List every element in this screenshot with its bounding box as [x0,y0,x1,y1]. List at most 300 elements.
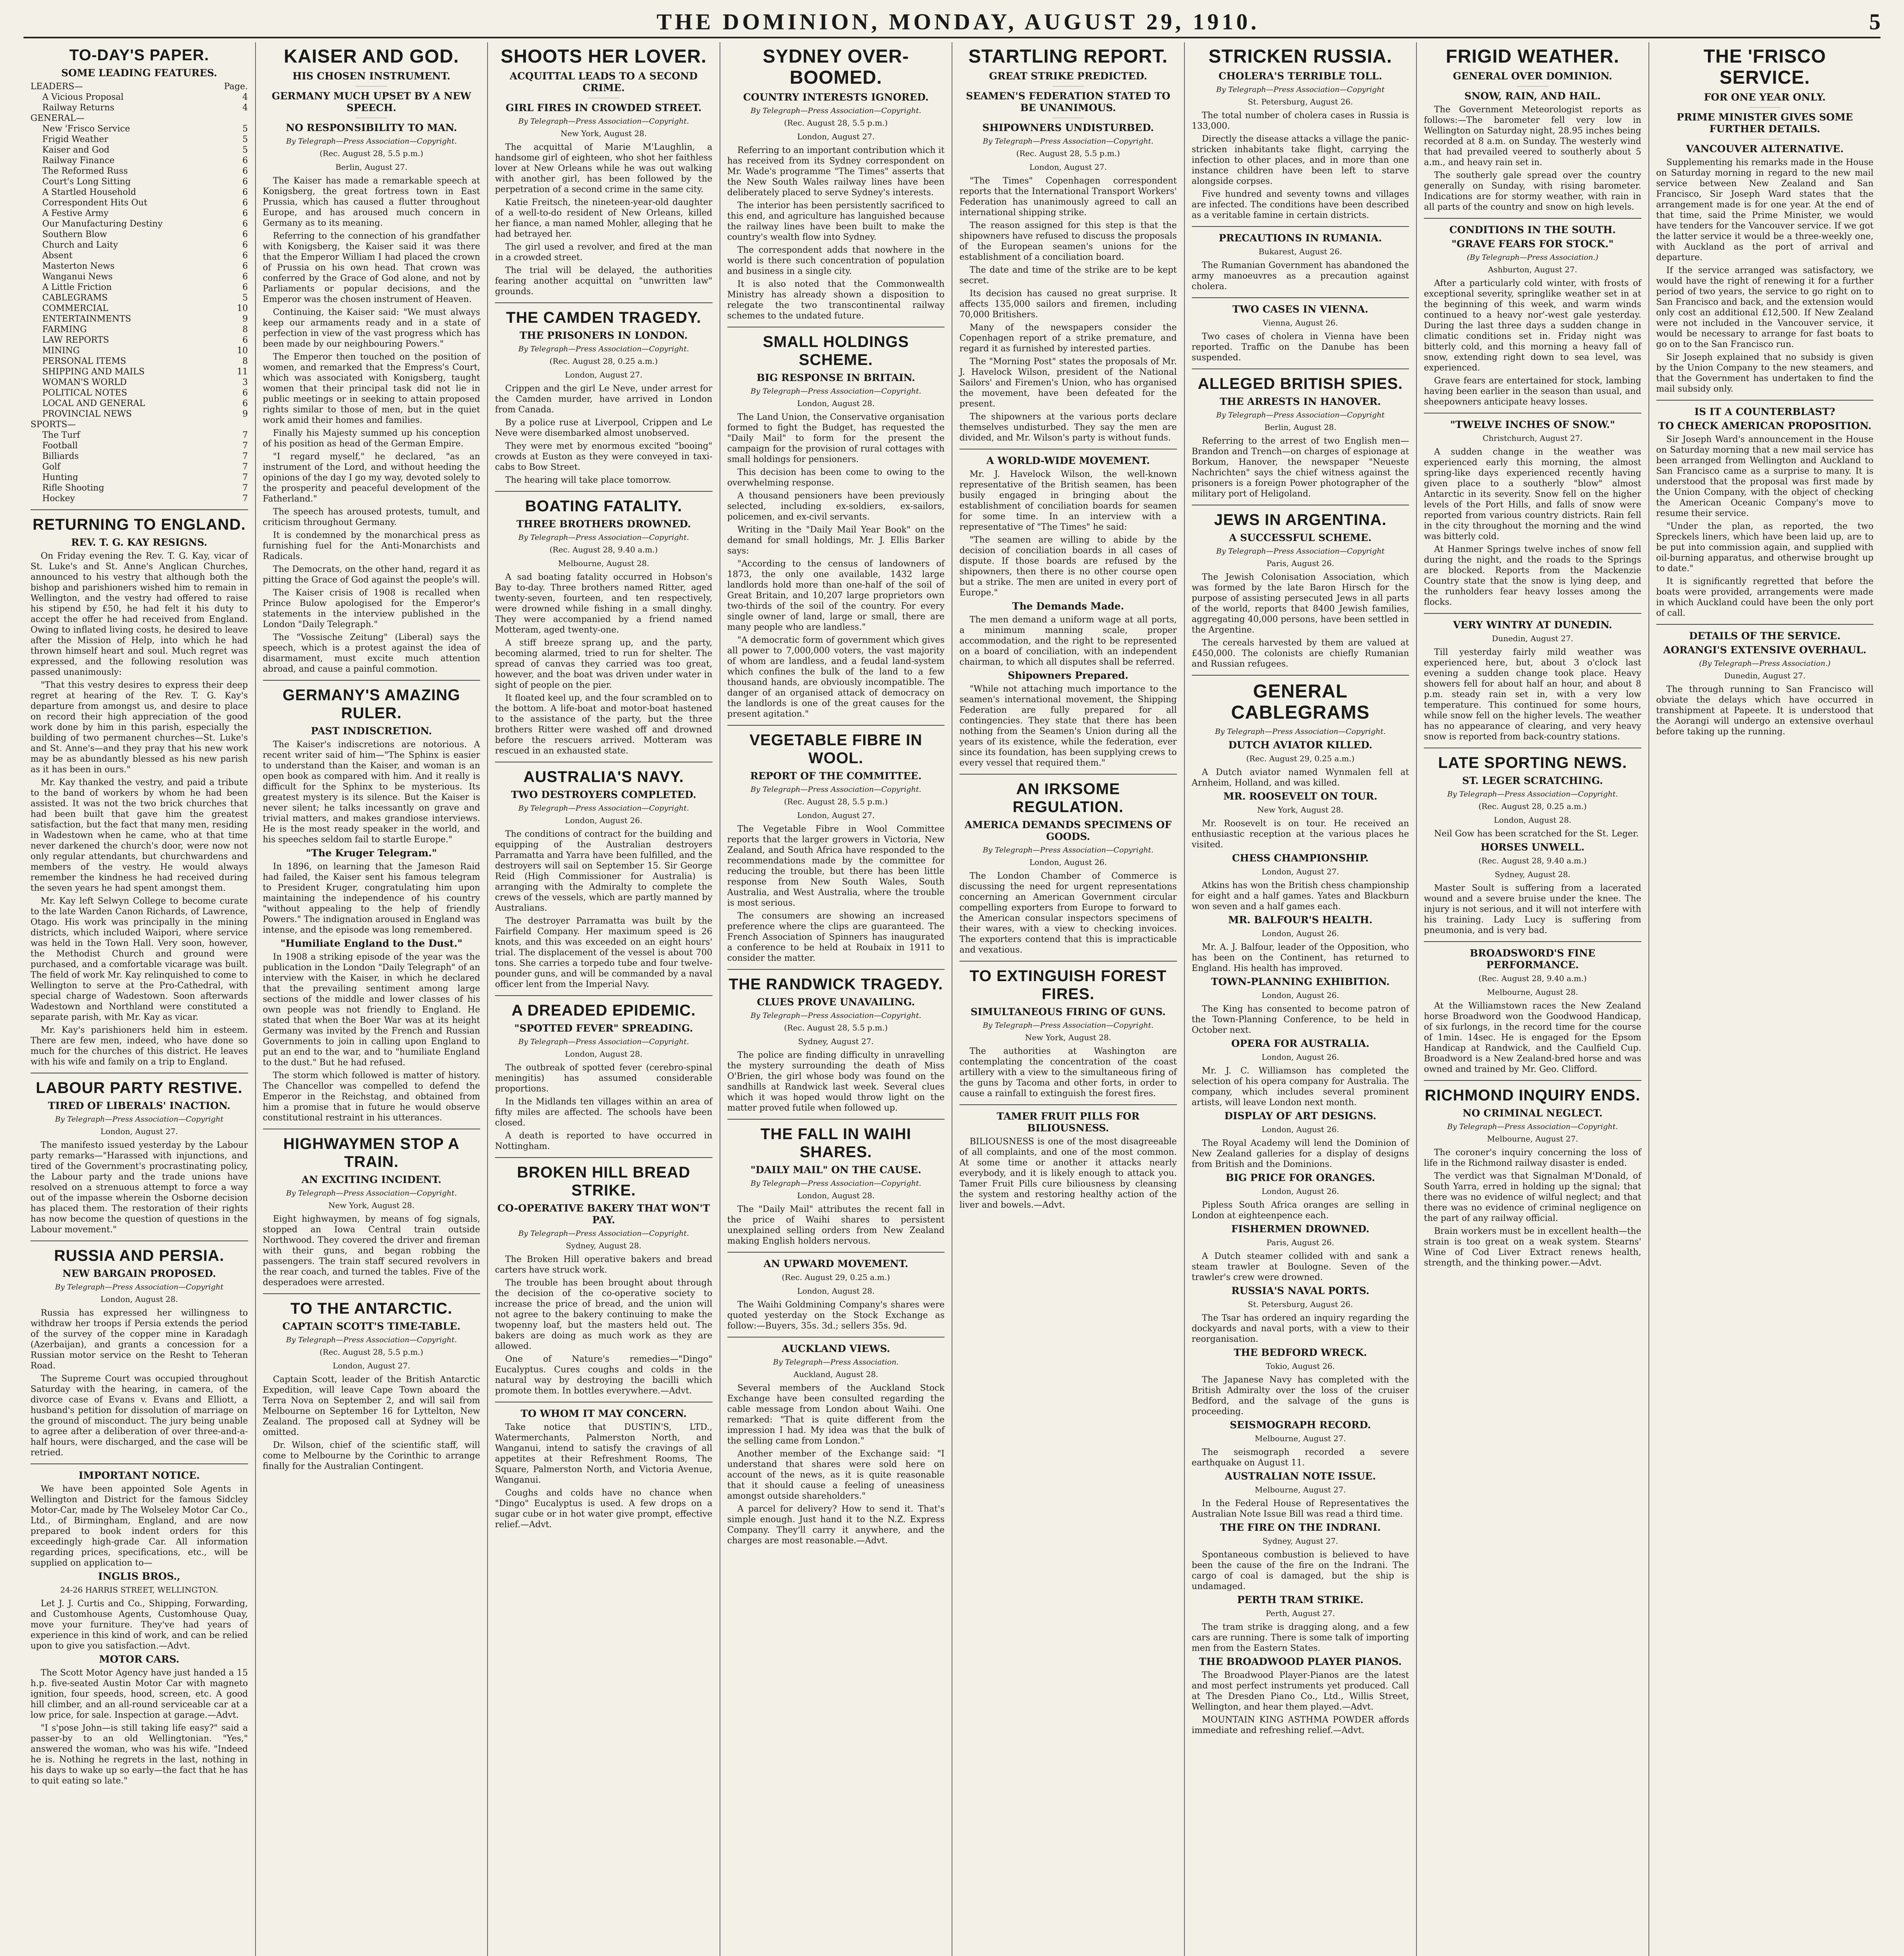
dateline: St. Petersburg, August 26. [1247,97,1353,106]
subheadline: TO CHECK AMERICAN PROPOSITION. [1658,420,1872,431]
contents-label: POLITICAL NOTES [42,388,127,398]
article-separator [495,302,713,303]
paragraph: The Scott Motor Agency have just handed a 15 h.p. five-seated Austin Motor Car with magneto ignition, four speeds, hood, screen, etc. A good hill climber, and an all-round serviceable car at a low price, for sale. Inspection at garage.—Advt. [31,1668,248,1720]
dateline: (Rec. August 28, 5.5 p.m.) [784,797,888,806]
column-6 [1184,42,1416,1956]
subheadline: ACQUITTAL LEADS TO A SECOND CRIME. [509,70,698,93]
paragraph: The Tsar has ordered an inquiry regarding the dockyards and naval ports, with a view to their reorganisation. [1191,1313,1409,1344]
contents-label: A Festive Army [42,209,109,218]
paragraph: A parcel for delivery? How to send it. That's simple enough. Just hand it to the N.Z. Express Company. They'll carry it anywhere, and the charges are most reasonable.—Advt. [727,1504,945,1546]
paragraph: By a police ruse at Liverpool, Crippen and Le Neve were disembarked almost unobserved. [495,418,713,438]
contents-page: 5 [242,135,248,144]
contents-row [31,208,248,219]
paragraph: After a particularly cold winter, with frosts of exceptional severity, springlike weather set in at the beginning of this week, and warm winds continued to a heavy nor'-west gale yesterday. During the last three days a sudden change in climatic conditions set in. Friday night was bitterly cold, and this morning a heavy fall of snow, extending right down to sea level, was experienced. [1424,279,1641,373]
dateline: Melbourne, August 28. [558,559,650,568]
paragraph: The coroner's inquiry concerning the loss of life in the Richmond railway disaster is ended. [1424,1148,1641,1168]
dateline: London, August 26. [1262,1052,1339,1062]
contents-row [31,398,248,409]
paragraph: The police are finding difficulty in unravelling the mystery surrounding the death of Miss O'Brien, the girl whose body was found on the sandhills at Randwick last week. Several clues which it was hoped would throw light on the matter proved futile when followed up. [727,1050,945,1113]
dateline: London, August 26. [1262,929,1339,938]
byline: By Telegraph—Press Association—Copyright. [1447,790,1618,798]
paragraph: Directly the disease attacks a village the panic-stricken inhabitants take flight, carrying the infection to other places, and in more than one instance children have been left to starve alongside corpses. [1191,134,1409,186]
subheadline: TOWN-PLANNING EXHIBITION. [1211,976,1390,987]
headline: JEWS IN ARGENTINA. [1214,511,1387,529]
paragraph: The conditions of contract for the building and equipping of the Australian destroyers Parramatta and Yarra have been fulfilled, and the destroyers will sail on September 15. Sir George Reid (High Commissioner for Australia) is arranging with the Admiralty to complete the crews of the vessels, which are partly manned by Australians. [495,829,713,913]
dateline: (Rec. August 28, 5.5 p.m.) [319,1347,423,1357]
paragraph: A Dutch steamer collided with and sank a steam trawler at Boulogne. Seven of the trawler's crew were drowned. [1191,1251,1409,1282]
headline: THE FALL IN WAIHI SHARES. [760,1125,911,1161]
contents-label: COMMERCIAL [42,304,108,313]
dateline: Melbourne, August 27. [1254,1434,1346,1443]
paragraph: "The seamen are willing to abide by the decision of conciliation boards in all cases of dispute. If those boards are refused by the shipowners, then there is no other course open but a strike. The men are united in every port of Europe." [959,535,1177,598]
paragraph: The "Morning Post" states the proposals of Mr. J. Havelock Wilson, president of the National Sailors' and Firemen's Union, who has organised the movement, have been defeated for the present. [959,357,1177,409]
contents-page: 4 [242,92,248,102]
subheadline: INGLIS BROS., [98,1571,180,1582]
subheadline: AORANGI'S EXTENSIVE OVERHAUL. [1663,644,1866,656]
contents-row [31,388,248,398]
subheadline: REV. T. G. KAY RESIGNS. [71,537,207,548]
article-separator [31,509,248,510]
article-separator [1192,226,1409,227]
contents-page: 7 [242,483,248,493]
contents-page: 6 [242,177,248,187]
subheadline: "TWELVE INCHES OF SNOW." [1450,419,1615,430]
contents-page: 9 [242,314,248,324]
paragraph: In 1908 a striking episode of the year was the publication in the London "Daily Telegraph" of an interview with the Kaiser, in which he declared that the prevailing sentiment among large sections of the middle and lower classes of his own people was not friendly to England. He stated that when the Boer War was at its height Germany was invited by the French and Russian Governments to join in calling upon England to put an end to the war, and to "humiliate England to the dust." But he had refused. [263,952,480,1068]
dateline: London, August 27. [100,1127,178,1136]
paragraph: "That this vestry desires to express their deep regret at hearing of the Rev. T. G. Kay's departure from amongst us, and desire to place on record their high appreciation of the good work done by him in this parish, especially the building of two permanent churches—St. Luke's and St. Anne's—and they pray that his new work may be as abundantly blessed as his new parish as it has been in ours." [31,680,248,775]
dateline: Melbourne, August 27. [1487,1134,1578,1143]
contents-row [31,155,248,166]
headline: SYDNEY OVER-BOOMED. [763,46,909,88]
subheadline: HORSES UNWELL. [1480,841,1585,853]
contents-label: Railway Returns [42,103,115,113]
headline: RUSSIA AND PERSIA. [54,1247,225,1264]
subheadline: IMPORTANT NOTICE. [78,1470,200,1481]
contents-label: PERSONAL ITEMS [42,356,126,366]
dateline: (Rec. August 28, 9.40 a.m.) [1478,974,1587,983]
byline: By Telegraph—Press Association. [773,1358,899,1366]
subheadline: GERMANY MUCH UPSET BY A NEW SPEECH. [272,90,472,113]
paragraph: The Japanese Navy has completed with the British Admiralty over the loss of the cruiser Bedford, and the salvage of the guns is proceeding. [1191,1375,1409,1417]
paragraph: Mr. Kay left Selwyn College to become curate to the late Warden Canon Richards, of Lawrence, Otago. His work was principally in the mining districts, which included Waipori, where service was held in the Town Hall. Very soon, however, the Methodist Church and ground were purchased, and a comfortable vicarage was built. The field of work Mr. Kay relinquished to come to Wellington to serve at the Pro-Cathedral, with special charge of Wadestown. Soon afterwards Wadestown and Northland were constituted a separate parish, with Mr. Kay as vicar. [31,896,248,1022]
byline: By Telegraph—Press Association—Copyright. [1447,1122,1618,1131]
paragraph: Mr. J. C. Williamson has completed the selection of his opera company for Australia. The company, which includes several prominent artists, will leave London next month. [1191,1066,1409,1107]
paragraph: Writing in the "Daily Mail Year Book" on the demand for small holdings, Mr. J. Ellis Barker says: [727,525,945,556]
headline: THE CAMDEN TRAGEDY. [506,309,702,326]
headline-rule [1749,107,1780,108]
paragraph: Sir Joseph explained that no subsidy is given by the Union Company to the new steamers, and that the Government has undertaken to find the mail subsidy only. [1656,352,1873,394]
paragraph: Finally his Majesty summed up his conception of his position as head of the German Empire. [263,428,480,449]
contents-label: Our Manufacturing Destiny [42,219,163,229]
dateline: Sydney, August 28. [1495,870,1571,879]
paragraph: Grave fears are entertained for stock, lambing having been earlier in the season than usual, and sheepowners anticipate heavy losses. [1424,376,1641,407]
subheadline: "Humiliate England to the Dust." [280,938,463,949]
contents-row [31,219,248,229]
byline: By Telegraph—Press Association—Copyright. [750,1011,921,1020]
paragraph: "Under the plan, as reported, the two Spreckels liners, which have been laid up, are to be put into commission again, and supplied with oil-burning apparatus, and otherwise brought up to date." [1656,521,1873,573]
page-number: 5 [1869,9,1881,34]
headline: AN IRKSOME REGULATION. [1012,780,1124,816]
subheadline: VANCOUVER ALTERNATIVE. [1686,143,1844,155]
paragraph: The interior has been persistently sacrificed to this end, and agriculture has languished because the railway lines have been built to make the country's wealth flow into Sydney. [727,201,945,242]
dateline: London, August 27. [1262,867,1339,876]
contents-page: 6 [242,399,248,408]
dateline: London, August 26. [1262,991,1339,1000]
byline: By Telegraph—Press Association—Copyright. [286,1189,457,1197]
contents-label: The Turf [42,430,80,440]
paragraph: Mr. Kay's parishioners held him in esteem. There are few men, indeed, who have done so much for the churches of this district. He leaves with his wife and family on a trip to England. [31,1025,248,1067]
dateline: Bukarest, August 26. [1258,247,1342,256]
dateline: Christchurch, August 27. [1483,433,1583,443]
headline: STRICKEN RUSSIA. [1208,46,1392,67]
dateline: (Rec. August 28, 0.25 a.m.) [1478,802,1587,811]
headline: GERMANY'S AMAZING RULER. [283,687,461,722]
subheadline: COUNTRY INTERESTS IGNORED. [743,92,929,103]
subheadline: TAMER FRUIT PILLS FOR BILIOUSNESS. [997,1111,1140,1134]
subheadline: AN EXCITING INCIDENT. [301,1174,442,1185]
subheadline: MOTOR CARS. [99,1654,180,1665]
subheadline: BROADSWORD'S FINE PERFORMANCE. [1470,947,1596,971]
article-separator [1192,297,1409,298]
contents-label: Hockey [42,494,75,503]
dateline: Ashburton, August 27. [1488,265,1577,274]
subheadline: THE PRISONERS IN LONDON. [520,330,688,341]
contents-page: 6 [242,156,248,165]
paragraph: The total number of cholera cases in Russia is 133,000. [1191,111,1409,131]
paragraph: The Kaiser has made a remarkable speech at Konigsberg, the great fortress town in East Prussia, which has caused a flutter throughout Europe, and has aroused much concern in Germany as to its meaning. [263,176,480,228]
contents-page: 5 [242,124,248,134]
subheadline: THE BEDFORD WRECK. [1233,1347,1367,1358]
byline: (By Telegraph—Press Association.) [1699,659,1831,668]
paragraph: At the Williamstown races the New Zealand horse Broadword won the Goodwood Handicap, of six furlongs, in the record time for the course of 1min. 14sec. He is engaged for the Epsom Handicap at Randwick, and the Caulfield Cup. Broadword is a New Zealand-bred horse and was owned and trained by Mr. Geo. Clifford. [1424,1001,1641,1074]
dateline: Perth, August 27. [1265,1609,1335,1618]
contents-row [31,261,248,271]
column-5 [952,42,1184,1956]
byline: By Telegraph—Press Association—Copyright [1216,85,1385,94]
contents-label: LEADERS— [31,82,83,92]
headline: THE 'FRISCO SERVICE. [1703,46,1826,88]
subheadline: CHESS CHAMPIONSHIP. [1232,852,1369,864]
subheadline: MR. ROOSEVELT ON TOUR. [1223,791,1378,802]
paragraph: Let J. J. Curtis and Co., Shipping, Forwarding, and Customhouse Agents, Customhouse Quay, move your furniture. They've had years of experience in this kind of work, and can be relied upon to give you satisfaction.—Advt. [31,1599,248,1651]
paragraph: A death is reported to have occurred in Nottingham. [495,1131,713,1151]
contents-row [31,240,248,250]
byline: By Telegraph—Press Association—Copyright. [983,846,1154,854]
dateline: Sydney, August 28. [566,1241,642,1250]
contents-label: ENTERTAINMENTS [42,314,131,324]
paragraph: Master Soult is suffering from a lacerated wound and a severe bruise under the knee. The injury is not serious, and it will not interfere with his training. Lady Lucy is suffering from pneumonia, and is very bad. [1424,883,1641,935]
paragraph: Atkins has won the British chess championship for eight and a half games. Yates and Blackburn won seven and a half games each. [1191,881,1409,911]
paragraph: "According to the census of landowners of 1873, the only one available, 1432 large landlords hold more than one-half of the soil of Great Britain, and 10,207 large proprietors own two-thirds of the soil of the country. For every single owner of land, large or small, there are many people who are landless." [727,559,945,632]
subheadline: TWO DESTROYERS COMPLETED. [511,789,696,800]
contents-page: 6 [242,388,248,398]
paragraph: A thousand pensioners have been previously selected, including ex-soldiers, ex-sailors, policemen, and ex-civil servants. [727,491,945,522]
article-separator [1424,613,1641,614]
paragraph: They were met by enormous excited "booing" crowds at Euston as they were conveyed in taxi-cabs to Bow Street. [495,441,713,472]
contents-row [31,367,248,377]
paragraph: In 1896, on learning that the Jameson Raid had failed, the Kaiser sent his famous telegram to President Kruger, congratulating him upon maintaining the independence of his country "without appealing to the help of friendly Powers." The indignation aroused in England was intense, and the episode was long remembered. [263,862,480,935]
dateline: London, August 28. [797,1286,875,1296]
contents-row [31,92,248,102]
dateline: New York, August 28. [1257,805,1344,814]
contents-page: 6 [242,261,248,271]
subheadline: Shipowners Prepared. [1008,670,1128,681]
subheadline: SHIPOWNERS UNDISTURBED. [982,122,1154,133]
contents-page: 9 [242,409,248,419]
dateline: St. Petersburg, August 26. [1247,1300,1353,1309]
contents-row [31,102,248,113]
paragraph: Mr. Kay thanked the vestry, and paid a tribute to the band of workers by whom he had been assisted. It was not the two brick churches that had been built that gave him the greatest satisfaction, but the fact that many men, residing in Wadestown when he came, who at that time never darkened the church's door, were now not only regular attendants, but churchwardens and members of the vestry. He would always remember the kindness he had received during the seven years he had spent amongst them. [31,778,248,893]
paragraph: Mr. Roosevelt is on tour. He received an enthusiastic reception at the various places he visited. [1191,819,1409,850]
contents-label: Wanganui News [42,272,113,282]
paragraph: The Rumanian Government has abandoned the army manoeuvres as a precaution against cholera. [1191,261,1409,291]
paragraph: Coughs and colds have no chance when "Dingo" Eucalyptus is used. A few drops on a sugar cube or in hot water give prompt, effective relief.—Advt. [495,1488,713,1530]
paragraph: The reason assigned for this step is that the shipowners have refused to discuss the proposals of the European seamen's unions for the establishment of a conciliation board. [959,221,1177,262]
contents-page: 7 [242,494,248,503]
contents-row [31,134,248,145]
byline: By Telegraph—Press Association—Copyright. [286,137,457,146]
paragraph: In the Midlands ten villages within an area of fifty miles are affected. The schools have been closed. [495,1097,713,1128]
contents-row [31,324,248,335]
contents-page: 6 [242,251,248,261]
subheadline: SIMULTANEOUS FIRING OF GUNS. [970,1006,1166,1018]
paragraph: Two cases of cholera in Vienna have been reported. Traffic on the Danube has been suspended. [1191,332,1409,363]
subheadline: "The Kruger Telegram." [306,847,437,859]
contents-list [31,81,248,504]
subheadline: AN UPWARD MOVEMENT. [763,1258,909,1269]
byline: By Telegraph—Press Association—Copyright. [518,345,689,353]
paragraph: Crippen and the girl Le Neve, under arrest for the Camden murder, have arrived in London from Canada. [495,384,713,415]
paragraph: Continuing, the Kaiser said: "We must always keep our armaments ready and in a state of perfection in view of the vast progress which has been made by our neighbouring Powers." [263,307,480,349]
paragraph: Referring to an important contribution which it has received from its Sydney correspondent on Mr. Wade's programme "The Times" asserts that the New South Wales railway lines have been deliberately placed to serve Sydney's interests. [727,146,945,198]
paragraph: The Vegetable Fibre in Wool Committee reports that the larger growers in Victoria, New Zealand, and South Africa have responded to the recommendations made by the committee for reducing the trouble, but there has been little response from New South Wales, South Australia, and West Australia, where the trouble is most serious. [727,824,945,908]
contents-label: A Little Friction [42,282,112,292]
dateline: (Rec. August 29, 0.25 a.m.) [1246,754,1355,763]
headline: FRIGID WEATHER. [1446,46,1620,67]
contents-label: New 'Frisco Service [42,124,130,134]
contents-label: Hunting [42,473,78,482]
headline: HIGHWAYMEN STOP A TRAIN. [283,1135,460,1170]
subheadline: CHOLERA'S TERRIBLE TOLL. [1218,70,1382,82]
article-separator [263,680,480,681]
headline: TO-DAY'S PAPER. [69,47,209,64]
subheadline: FOR ONE YEAR ONLY. [1704,92,1826,103]
subheadline: TWO CASES IN VIENNA. [1232,304,1369,315]
dateline: Dunedin, August 27. [1724,671,1806,680]
dateline: London, August 27. [333,1361,410,1370]
subheadline: THE FIRE ON THE INDRANI. [1220,1522,1381,1533]
paragraph: The Democrats, on the other hand, regard it as pitting the Grace of God against the people's will. [263,565,480,585]
paragraph: Take notice that DUSTIN'S, LTD., Watermerchants, Palmerston North, and Wanganui, intend to satisfy the cravings of all appetites at their Refreshment Rooms, The Square, Palmerston North, and Victoria Avenue, Wanganui. [495,1422,713,1485]
dateline: Tokio, August 26. [1265,1361,1335,1371]
article-separator [495,995,713,996]
column-8 [1648,42,1881,1956]
paragraph: It is condemned by the monarchical press as furnishing fuel for the Anti-Monarchists and Radicals. [263,530,480,561]
contents-row [31,335,248,345]
contents-label: GENERAL— [31,113,85,123]
subheadline: RUSSIA'S NAVAL PORTS. [1231,1285,1370,1296]
contents-label: Billiards [42,451,79,461]
dateline: Melbourne, August 28. [1487,987,1578,997]
byline: By Telegraph—Press Association—Copyright. [518,1229,689,1238]
contents-page: 8 [242,325,248,334]
subheadline: "SPOTTED FEVER" SPREADING. [514,1023,693,1034]
article-separator [1192,675,1409,676]
contents-label: LAW REPORTS [42,335,109,345]
paragraph: The Supreme Court was occupied throughout Saturday with the hearing, in camera, of the divorce case of Evans v. Evans and Elliott, a husband's petition for dissolution of marriage on the ground of misconduct. The jury being unable to agree after a deliberation of over three-and-a-half hours, were discharged, and the case will be retried. [31,1374,248,1458]
contents-row [31,430,248,440]
dateline: London, August 27. [565,370,642,379]
subheadline: SOME LEADING FEATURES. [61,67,217,79]
paragraph: Mr. J. Havelock Wilson, the well-known representative of the British seamen, has been busily engaged in bringing about the establishment of conciliation boards for seamen for some time. In an interview with a representative of "The Times" he said: [959,469,1177,532]
contents-row [31,293,248,303]
subheadline: A SUCCESSFUL SCHEME. [1229,532,1372,543]
paragraph: Captain Scott, leader of the British Antarctic Expedition, will leave Cape Town aboard the Terra Nova on September 2, and will sail from Melbourne on September 16 for Lyttelton, New Zealand. The proposed call at Sydney will be omitted. [263,1375,480,1437]
dateline: Sydney, August 27. [798,1037,874,1046]
paragraph: This decision has been come to owing to the overwhelming response. [727,467,945,488]
contents-label: FARMING [42,325,87,334]
contents-page: 6 [242,209,248,218]
article-separator [727,969,945,970]
paragraph: The consumers are showing an increased preference where the clips are guaranteed. The French Association of Spinners has inaugurated a conference to be held at Roubaix in 1911 to consider the matter. [727,911,945,963]
masthead [23,8,1881,35]
contents-row [31,176,248,187]
subheadline: VERY WINTRY AT DUNEDIN. [1453,619,1612,631]
paragraph: A stiff breeze sprang up, and the party, becoming alarmed, tried to run for shelter. The spread of canvas they carried was too great, however, and the boat was driven under water in sight of people on the pier. [495,638,713,690]
byline: By Telegraph—Press Association—Copyright. [983,137,1154,146]
paragraph: The Waihi Goldmining Company's shares were quoted yesterday on the Stock Exchange as follow:—Buyers, 35s. 3d.; sellers 35s. 9d. [727,1300,945,1331]
paragraph: The tram strike is dragging along, and a few cars are running. There is some talk of importing men from the Eastern States. [1191,1622,1409,1653]
paragraph: Mr. A. J. Balfour, leader of the Opposition, who has been on the Continent, has returned to England. His health has improved. [1191,942,1409,973]
paragraph: Sir Joseph Ward's announcement in the House on Saturday morning that a new mail service has been arranged from Wellington and Auckland to San Francisco came as a surprise to many. It is understood that the proposal was first made by the Union Company, with the object of checking the American Oceanic Company's move to resume their service. [1656,435,1873,518]
paragraph: On Friday evening the Rev. T. G. Kay, vicar of St. Luke's and St. Anne's Anglican Churches, announced to his vestry that although both the bishop and parishioners wished him to remain in Wellington, and the vestry had offered to raise his stipend by £50, he had felt it his duty to accept the offer he had received from England. Owing to inflated living costs, he desired to leave after the Mission of Help, into which he had thrown himself heart and soul. Much regret was expressed, and the following resolution was passed unanimously: [31,551,248,677]
contents-label: Church and Laity [42,240,118,250]
contents-label: LOCAL AND GENERAL [42,399,145,408]
paragraph: The authorities at Washington are contemplating the concentration of the coast artillery with a view to the simultaneous firing of the guns by Tacoma and other forts, in order to cause a rainfall to extinguish the forest fires. [959,1046,1177,1098]
paragraph: The destroyer Parramatta was built by the Fairfield Company. Her maximum speed is 26 knots, and this was exceeded on an eight hours' trial. The displacement of the vessel is about 700 tons. She carries a torpedo tube and four twelve-pounder guns, and will be commanded by a naval officer lent from the Imperial Navy. [495,916,713,989]
contents-row [31,440,248,451]
contents-page: 6 [242,198,248,208]
masthead-rule [23,37,1881,38]
paragraph: The manifesto issued yesterday by the Labour party remarks—"Harassed with injunctions, and tired of the Government's procrastinating policy, the Labour party and the trade unions have resolved on a strenuous attempt to force a way out of the impasse wherein the Osborne decision has placed them. The restoration of their rights has now become the question of questions in the Labour movement." [31,1140,248,1235]
subheadline: OPERA FOR AUSTRALIA. [1231,1038,1370,1049]
contents-label: Court's Long Sitting [42,177,131,187]
article-separator [959,774,1177,775]
subheadline: DETAILS OF THE SERVICE. [1689,630,1841,642]
article-separator [727,1252,945,1253]
contents-row [31,377,248,388]
paragraph: The southerly gale spread over the country generally on Sunday, with rising barometer. Indications are for stormy weather, with rain in all parts of the country and snow on high levels. [1424,171,1641,212]
contents-label: CABLEGRAMS [42,293,108,303]
paragraph: Supplementing his remarks made in the House on Saturday morning in regard to the new mail service between New Zealand and San Francisco, Sir Joseph Ward states that the arrangement made is for one year. At the end of that time, said the Prime Minister, we would have tenders for the Vancouver service. If we got the latter service it would be a three-weekly one, with Auckland as the port of arrival and departure. [1656,158,1873,262]
paragraph: The trouble has been brought about through the decision of the co-operative society to increase the price of bread, and the union will not agree to the bakery continuing to make the twopenny loaf, but the masters held out. The bakers are doing as much work as they are allowed. [495,1278,713,1351]
paragraph: "The Times" Copenhagen correspondent reports that the International Transport Workers' Federation has unanimously agreed to call an international shipping strike. [959,176,1177,218]
article-separator [1424,1080,1641,1081]
paragraph: The speech has aroused protests, tumult, and criticism throughout Germany. [263,507,480,527]
paragraph: The London Chamber of Commerce is discussing the need for urgent representations concerning an American Government circular compelling exporters from Europe to forward to the American consular inspectors specimens of their wares, with a view to checking invoices. The exporters contend that this is impracticable and vexatious. [959,871,1177,955]
contents-page: 7 [242,441,248,451]
contents-row [31,113,248,124]
paragraph: The "Vossische Zeitung" (Liberal) says the speech, which is a protest against the idea of disarmament, must excite much attention abroad, and cause a painful commotion. [263,633,480,674]
article-separator [727,1119,945,1120]
paragraph: Russia has expressed her willingness to withdraw her troops if Persia extends the period of the survey of the copper mine in Karadagh (Azerbaijan), and grants a concession for a Russian motor service on the Resht to Teheran Road. [31,1308,248,1371]
headline: KAISER AND GOD. [284,46,459,67]
contents-row [31,282,248,293]
contents-page: 10 [237,304,248,313]
headline: RICHMOND INQUIRY ENDS. [1425,1087,1641,1104]
contents-label: Correspondent Hits Out [42,198,148,208]
paragraph: The storm which followed is matter of history. The Chancellor was compelled to defend the Emperor in the Reichstag, and obtained from him a promise that in future he would observe constitutional restraint in his utterances. [263,1071,480,1123]
contents-page: 7 [242,473,248,482]
byline: By Telegraph—Press Association—Copyright. [750,1179,921,1188]
subheadline: NO CRIMINAL NEGLECT. [1463,1107,1603,1119]
subheadline: DISPLAY OF ART DESIGNS. [1224,1110,1377,1122]
byline: By Telegraph—Press Association—Copyright [55,1283,223,1291]
contents-row [31,124,248,134]
contents-page: 6 [242,219,248,229]
contents-label: Rifle Shooting [42,483,104,493]
subheadline: THE ARRESTS IN HANOVER. [1220,396,1381,407]
contents-row [31,198,248,208]
paragraph: The cereals harvested by them are valued at £450,000. The colonists are chiefly Rumanian and Russian refugees. [1191,638,1409,669]
contents-label: PROVINCIAL NEWS [42,409,132,419]
contents-row [31,451,248,462]
dateline: Sydney, August 27. [1262,1536,1338,1546]
headline: STARTLING REPORT. [968,46,1168,67]
dateline: London, August 28. [797,399,875,408]
dateline: London, August 27. [797,811,875,820]
contents-label: Southern Blow [42,230,107,239]
subheadline: TIRED OF LIBERALS' INACTION. [48,1100,230,1111]
subheadline: SEISMOGRAPH RECORD. [1229,1419,1371,1431]
contents-page: 6 [242,335,248,345]
byline: By Telegraph—Press Association—Copyright [1216,411,1385,419]
paragraph: MOUNTAIN KING ASTHMA POWDER affords immediate and refreshing relief.—Advt. [1191,1715,1409,1735]
contents-page: 7 [242,430,248,440]
article-separator [959,1104,1177,1105]
paragraph: One of Nature's remedies—"Dingo" Eucalyptus. Cures coughs and colds in the natural way by destroying the bacilli which promote them. In bottles everywhere.—Advt. [495,1354,713,1396]
paragraph: Another member of the Exchange said: "I understand that shares were sold here on account of the news, as it is quite reasonable that it should cause a feeling of uneasiness amongst outside shareholders." [727,1449,945,1501]
subheadline: MR. BALFOUR'S HEALTH. [1228,914,1373,926]
subheadline: PRIME MINISTER GIVES SOME FURTHER DETAILS. [1676,111,1853,135]
paragraph: A Dutch aviator named Wynmalen fell at Arnheim, Holland, and was killed. [1191,768,1409,788]
contents-row [31,81,248,92]
contents-row [31,345,248,356]
contents-page: 3 [242,378,248,387]
paragraph: Pipless South Africa oranges are selling in London at eighteenpence each. [1191,1200,1409,1221]
article-separator [1424,941,1641,942]
contents-row [31,187,248,198]
contents-label: Golf [42,462,60,472]
dateline: London, August 26. [1029,858,1107,867]
article-separator [263,1293,480,1294]
article-separator [495,491,713,492]
contents-row [31,303,248,314]
byline: By Telegraph—Press Association—Copyright. [983,1021,1154,1030]
paragraph: It floated keel up, and the four scrambled on to the bottom. A life-boat and motor-boat hastened to the assistance of the party, but the three brothers Ritter were washed off and drowned before the rescuers arrived. Motteram was rescued in an exhausted state. [495,693,713,756]
paragraph: The Kaiser crisis of 1908 is recalled when Prince Bulow apologised for the Emperor's statements in the interview published in the London "Daily Telegraph." [263,588,480,629]
paragraph: We have been appointed Sole Agents in Wellington and District for the famous Sidcley Motor-Car, made by The Wolseley Motor Car Co., Ltd., of Birmingham, England, and are now prepared to book indent orders for this exceedingly high-grade Car. All information regarding prices, specifications, etc., will be supplied on application to— [31,1484,248,1568]
masthead-title: THE DOMINION, MONDAY, AUGUST 29, 1910. [657,9,1260,34]
headline: RETURNING TO ENGLAND. [32,516,246,533]
headline: ALLEGED BRITISH SPIES. [1198,375,1403,392]
subheadline: "GRAVE FEARS FOR STOCK." [1451,238,1614,250]
byline: By Telegraph—Press Association—Copyright. [518,533,689,542]
headline: VEGETABLE FIBRE IN WOOL. [749,732,923,767]
subheadline: "DAILY MAIL" ON THE CAUSE. [750,1164,921,1176]
headline: TO THE ANTARCTIC. [290,1300,453,1317]
